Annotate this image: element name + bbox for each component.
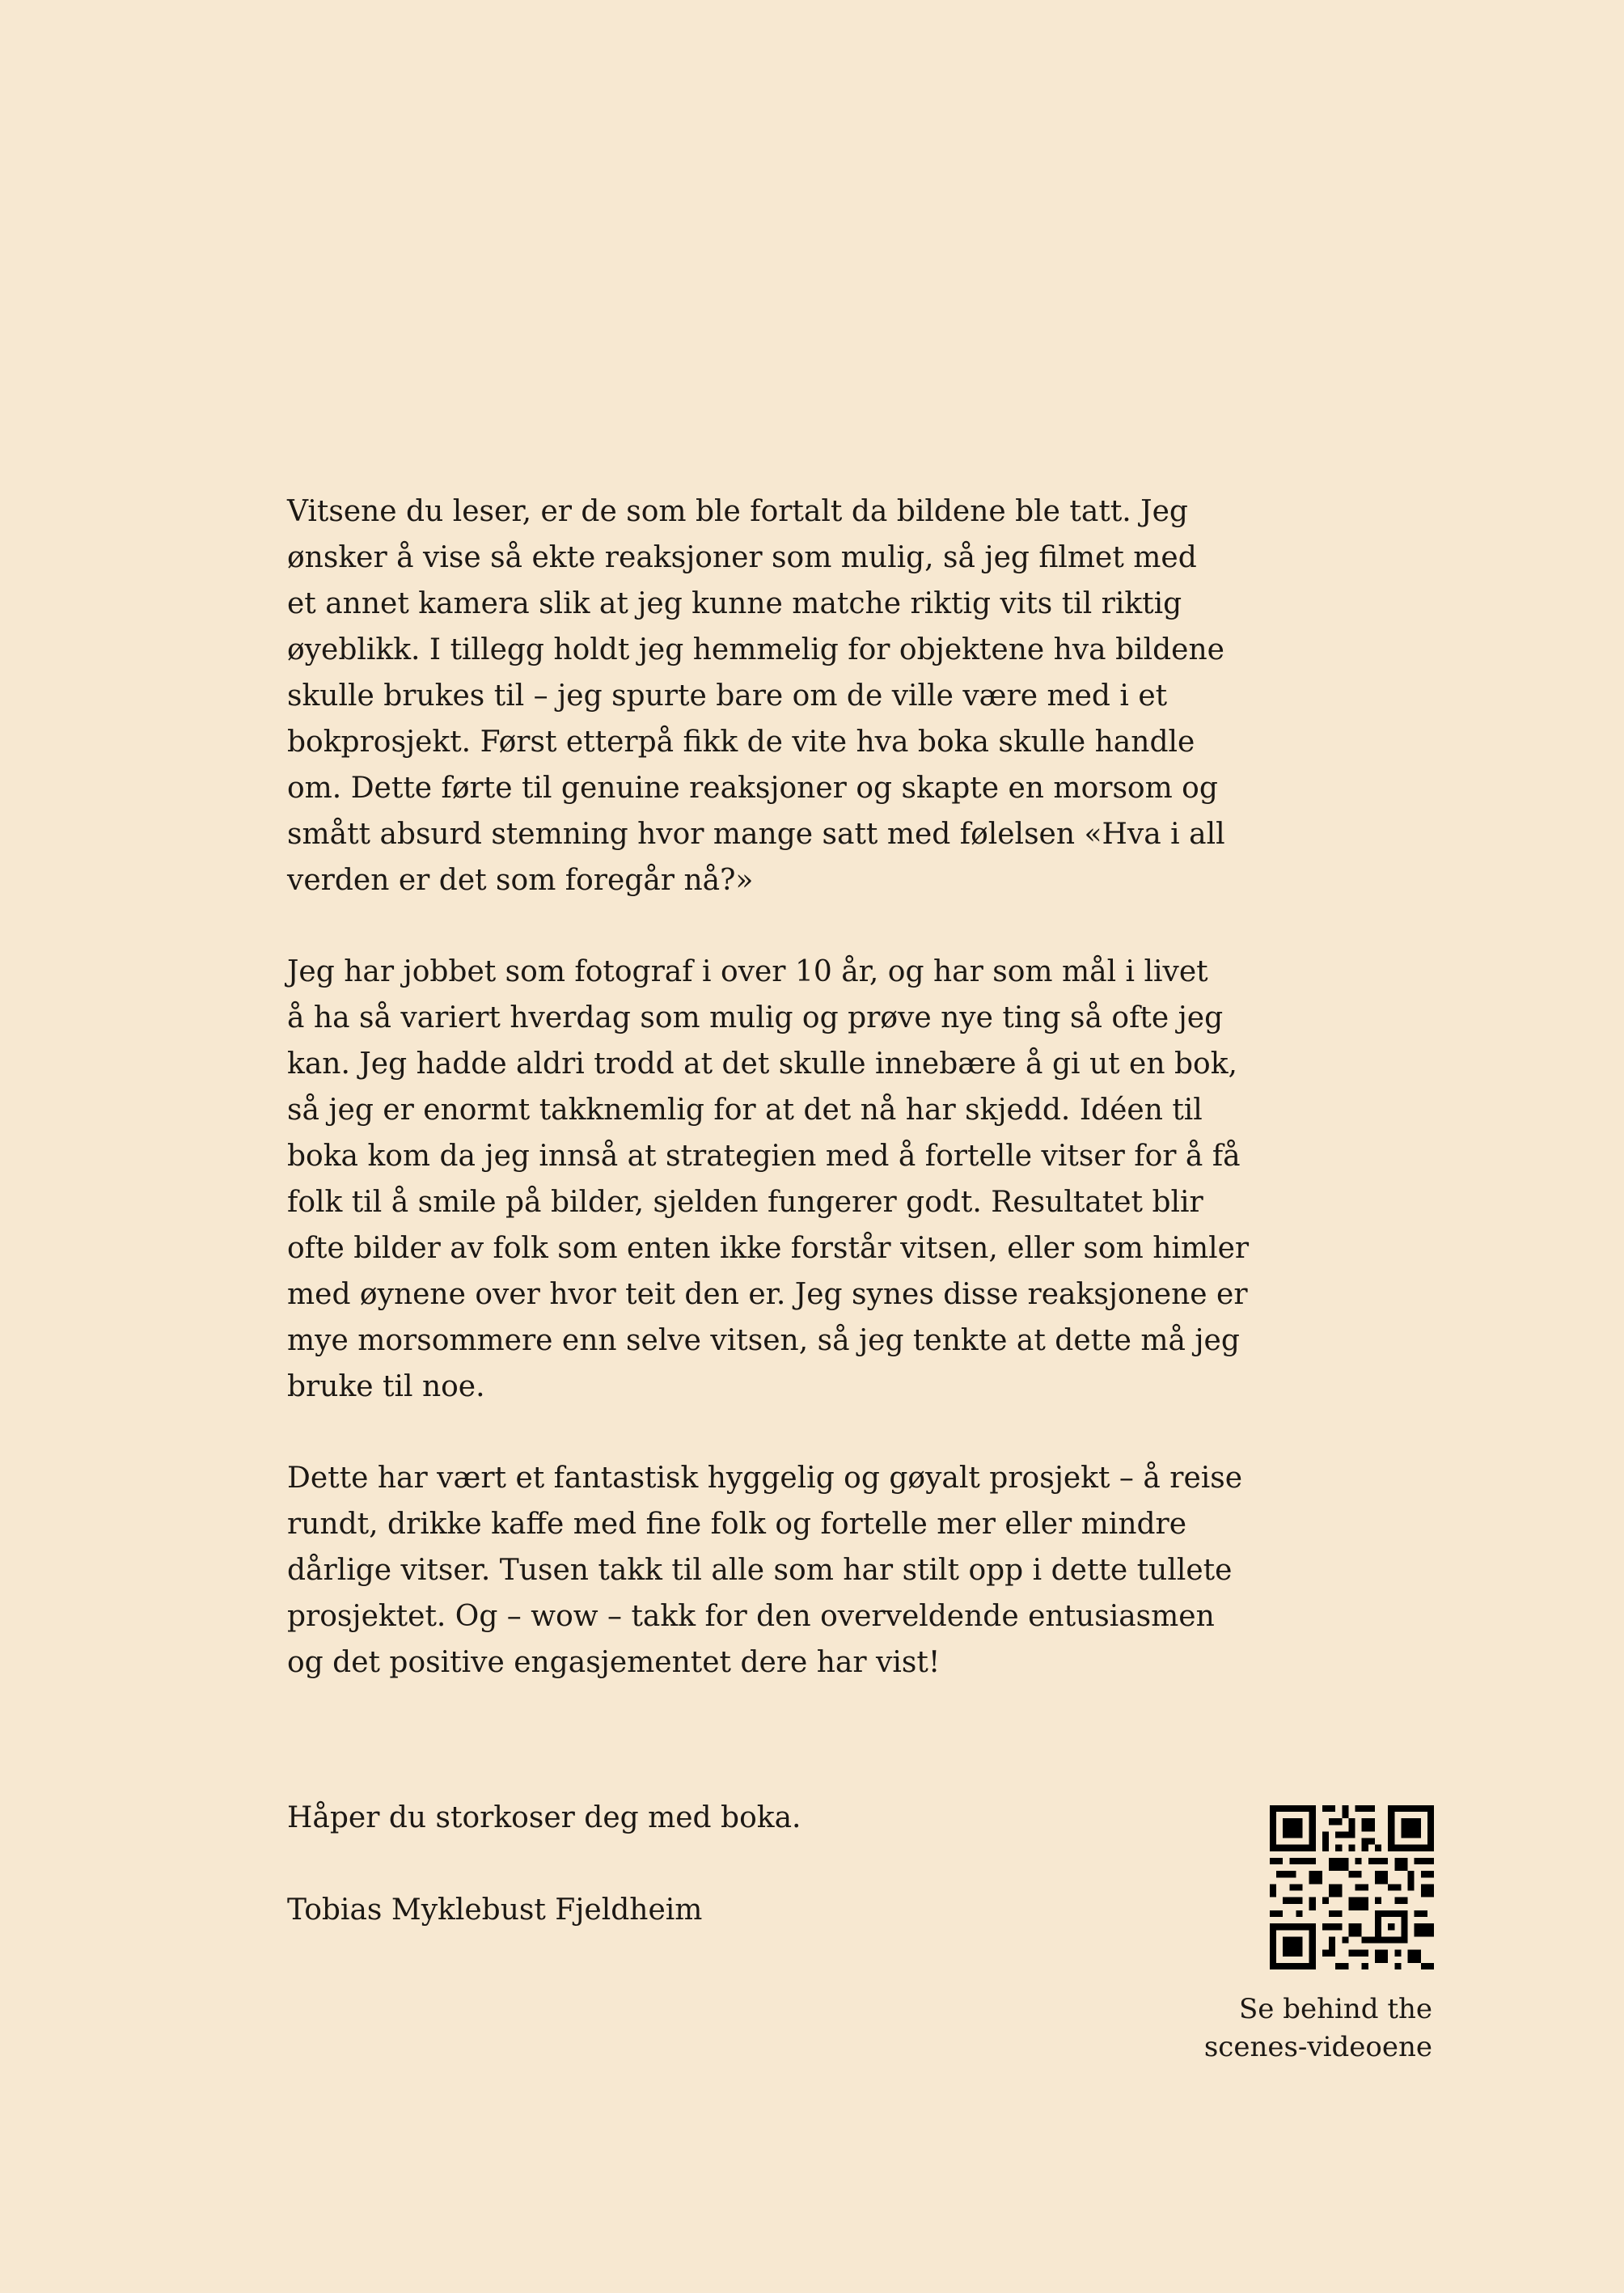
text-line: Jeg har jobbet som fotograf i over 10 år, og har som mål i livet (287, 955, 1208, 988)
text-line: et annet kamera slik at jeg kunne matche riktig vits til riktig (287, 587, 1182, 620)
text-line: å ha så variert hverdag som mulig og prøve nye ting så ofte jeg (287, 1001, 1224, 1034)
text-line: prosjektet. Og – wow – takk for den overveldende entusiasmen (287, 1600, 1215, 1633)
text-line: skulle brukes til – jeg spurte bare om de ville være med i et (287, 679, 1168, 713)
text-line: ofte bilder av folk som enten ikke forstår vitsen, eller som himler (287, 1232, 1250, 1265)
author-signature: Tobias Myklebust Fjeldheim (287, 1893, 703, 1927)
text-line: med øynene over hvor teit den er. Jeg synes disse reaksjonene er (287, 1278, 1248, 1311)
text-line: Vitsene du leser, er de som ble fortalt da bildene ble tatt. Jeg (287, 495, 1188, 528)
text-line: verden er det som foregår nå?» (287, 864, 754, 897)
paragraph (287, 1455, 1306, 1686)
qr-caption-line: Se behind the (1238, 1993, 1432, 2025)
paragraph (287, 489, 1306, 903)
text-line: mye morsommere enn selve vitsen, så jeg tenkte at dette må jeg (287, 1324, 1240, 1357)
text-line: Dette har vært et fantastisk hyggelig og gøyalt prosjekt – å reise (287, 1462, 1243, 1495)
text-line: og det positive engasjementet dere har vist! (287, 1646, 941, 1679)
body-text (287, 489, 1306, 1686)
closing-line: Håper du storkoser deg med boka. (287, 1801, 801, 1834)
text-line: rundt, drikke kaffe med fine folk og fortelle mer eller mindre (287, 1508, 1187, 1541)
text-line: kan. Jeg hadde aldri trodd at det skulle innebære å gi ut en bok, (287, 1047, 1237, 1081)
text-line: ønsker å vise så ekte reaksjoner som mulig, så jeg filmet med (287, 541, 1197, 574)
text-line: dårlige vitser. Tusen takk til alle som har stilt opp i dette tullete (287, 1554, 1233, 1587)
qr-caption (1204, 1991, 1432, 2067)
text-line: bokprosjekt. Først etterpå fikk de vite hva boka skulle handle (287, 726, 1195, 759)
text-line: smått absurd stemning hvor mange satt med følelsen «Hva i all (287, 818, 1225, 851)
paragraph (287, 949, 1306, 1410)
text-line: så jeg er enormt takknemlig for at det nå har skjedd. Idéen til (287, 1094, 1203, 1127)
qr-caption-line: scenes-videoene (1203, 2031, 1432, 2063)
qr-code-icon[interactable] (1270, 1805, 1434, 1969)
text-line: om. Dette førte til genuine reaksjoner og skapte en morsom og (287, 772, 1218, 805)
text-line: boka kom da jeg innså at strategien med å fortelle vitser for å få (287, 1140, 1241, 1173)
text-line: øyeblikk. I tillegg holdt jeg hemmelig for objektene hva bildene (287, 633, 1224, 666)
text-line: bruke til noe. (287, 1370, 485, 1403)
text-line: folk til å smile på bilder, sjelden fungerer godt. Resultatet blir (287, 1186, 1203, 1219)
